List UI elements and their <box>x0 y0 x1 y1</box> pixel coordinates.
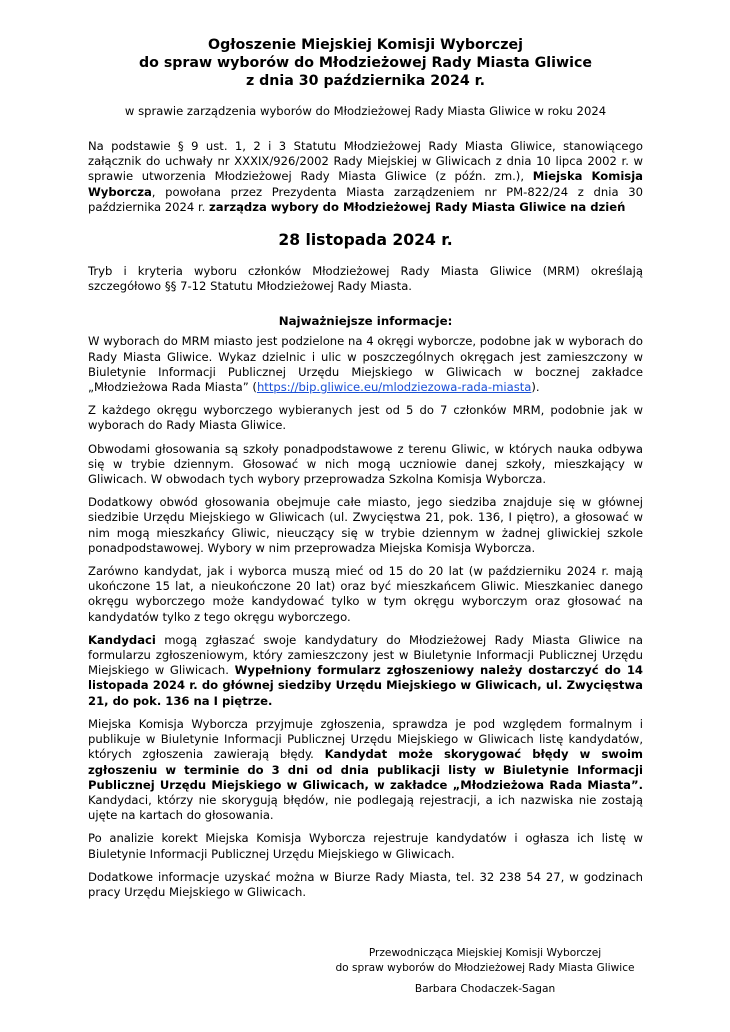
bip-link[interactable]: https://bip.gliwice.eu/mlodziezowa-rada-miasta <box>256 380 532 395</box>
candidates-text: mogą zgłaszać swoje kandydatury do Młodzieżowej Rady Miasta Gliwice na formularzu zgłoszeniowym, który zamieszczony jest w Biuletynie Informacji Publicznej Urzędu Miejskiego w Gliwicach. <box>88 632 643 678</box>
document-subtitle: w sprawie zarządzenia wyborów do Młodzieżowej Rady Miasta Gliwice w roku 2024 <box>124 104 607 118</box>
districts-text-end: ). <box>531 380 540 395</box>
schools-paragraph: Obwodami głosowania są szkoły ponadpodstawowe z terenu Gliwic, w których nauka odbywa się w trybie dziennym. Głosować w nich mogą uczniowie danej szkoły, mieszkający w Gliwicach. W obwodach tych wybory przeprowadza Szkolna Komisja Wyborcza. <box>88 441 643 487</box>
document-title <box>88 36 643 90</box>
announcement-body <box>88 36 643 900</box>
members-paragraph: Z każdego okręgu wyborczego wybieranych jest od 5 do 7 członków MRM, podobnie jak w wyborach do Rady Miasta Gliwice. <box>88 403 643 433</box>
districts-text: W wyborach do MRM miasto jest podzielone na 4 okręgi wyborcze, podobne jak w wyborach do Rady Miasta Gliwice. Wykaz dzielnic i ulic w poszczególnych okręgach jest zamieszczony w Biuletynie Informacji Publicznej Urzędu Miejskiego w Gliwicach w bocznej zakładce „Młodzieżowa Rada Miasta” ( <box>88 334 643 395</box>
signature-line-2: do spraw wyborów do Młodzieżowej Rady Miasta Gliwice <box>335 962 635 974</box>
signature-line-1: Przewodnicząca Miejskiej Komisji Wyborczej <box>368 947 602 959</box>
criteria-paragraph: Tryb i kryteria wyboru członków Młodzieżowej Rady Miasta Gliwice (MRM) określają szczegółowo §§ 7-12 Statutu Młodzieżowej Rady Miasta. <box>88 264 643 294</box>
candidates-bold-start: Kandydaci <box>88 632 156 647</box>
intro-paragraph <box>88 139 643 215</box>
verification-paragraph <box>88 717 643 823</box>
intro-text-2: , powołana przez Prezydenta Miasta zarządzeniem nr PM-822/24 z dnia 30 października 2024 r. <box>88 184 643 214</box>
intro-bold-decree: zarządza wybory do Młodzieżowej Rady Miasta Gliwice na dzień <box>209 199 626 214</box>
additional-district-paragraph: Dodatkowy obwód głosowania obejmuje całe miasto, jego siedziba znajduje się w głównej siedzibie Urzędu Miejskiego w Gliwicach (ul. Zwycięstwa 21, pok. 136, I piętro), a głosować w nim mogą mieszkańcy Gliwic, nieuczący się w trybie dziennym w żadnej gliwickiej szkole ponadpodstawowej. Wybory w nim przeprowadza Miejska Komisja Wyborcza. <box>88 495 643 555</box>
candidates-deadline: Wypełniony formularz zgłoszeniowy należy dostarczyć do 14 listopada 2024 r. do głównej siedziby Urzędu Miejskiego w Gliwicach, ul. Zwycięstwa 21, do pok. 136 na I piętrze. <box>88 663 643 708</box>
verification-bold: Kandydat może skorygować błędy w swoim zgłoszeniu w terminie do 3 dni od dnia publikacji listy w Biuletynie Informacji Publicznej Urzędu Miejskiego w Gliwicach, w zakładce „Młodzieżowa Rada Miasta”. <box>88 747 643 792</box>
info-heading: Najważniejsze informacje: <box>278 314 453 329</box>
districts-paragraph <box>88 334 643 395</box>
title-line-3: z dnia 30 października 2024 r. <box>245 73 486 89</box>
contact-paragraph: Dodatkowe informacje uzyskać można w Biurze Rady Miasta, tel. 32 238 54 27, w godzinach pracy Urzędu Miejskiego w Gliwicach. <box>88 869 643 899</box>
election-date: 28 listopada 2024 r. <box>278 231 453 250</box>
candidates-paragraph <box>88 633 643 709</box>
verification-text-2: Kandydaci, którzy nie skorygują błędów, nie podlegają rejestracji, a ich nazwiska nie zostają ujęte na kartach do głosowania. <box>88 792 643 823</box>
signature-block <box>315 946 655 997</box>
signature-name: Barbara Chodaczek-Sagan <box>414 983 556 995</box>
age-requirements-paragraph: Zarówno kandydat, jak i wyborca muszą mieć od 15 do 20 lat (w październiku 2024 r. mają ukończone 15 lat, a nieukończone 20 lat) oraz być mieszkańcem Gliwic. Mieszkaniec danego okręgu wyborczego może kandydować tylko w tym okręgu wyborczym oraz głosować na kandydatów tylko z tego okręgu wyborczego. <box>88 564 643 624</box>
intro-bold-commission: Miejska Komisja Wyborcza <box>88 169 644 199</box>
intro-text-1: Na podstawie § 9 ust. 1, 2 i 3 Statutu Młodzieżowej Rady Miasta Gliwice, stanowiącego załącznik do uchwały nr XXXIX/926/2002 Rady Miejskiej w Gliwicach z dnia 10 lipca 2002 r. w sprawie utworzenia Młodzieżowej Rady Miasta Gliwice (z późn. zm.), <box>88 139 643 184</box>
registration-paragraph: Po analizie korekt Miejska Komisja Wyborcza rejestruje kandydatów i ogłasza ich listę w Biuletynie Informacji Publicznej Urzędu Miejskiego w Gliwicach. <box>88 831 643 861</box>
title-line-1: Ogłoszenie Miejskiej Komisji Wyborczej <box>208 37 523 53</box>
verification-text-1: Miejska Komisja Wyborcza przyjmuje zgłoszenia, sprawdza je pod względem formalnym i publikuje w Biuletynie Informacji Publicznej Urzędu Miejskiego w Gliwicach listę kandydatów, których zgłoszenia zawierają błędy. <box>88 716 643 762</box>
title-line-2: do spraw wyborów do Młodzieżowej Rady Miasta Gliwice <box>138 55 593 71</box>
